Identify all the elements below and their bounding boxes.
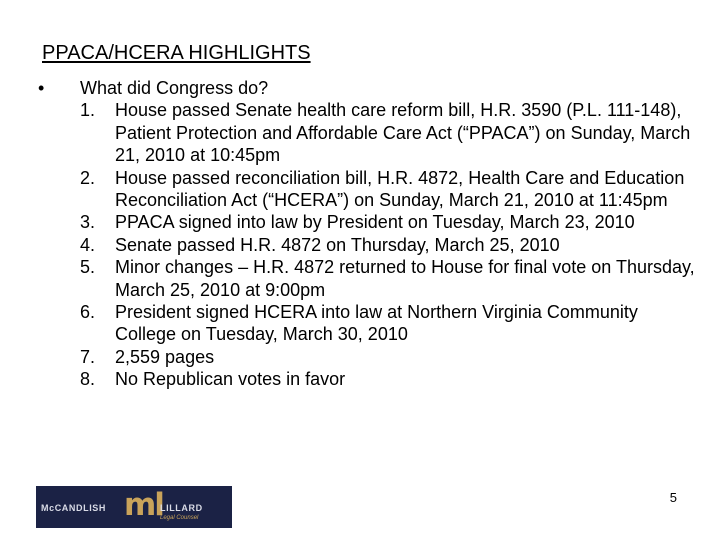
item-number: 6. <box>80 302 96 323</box>
firm-logo <box>36 486 232 528</box>
logo-text-left: McCANDLISH <box>41 503 107 513</box>
item-text: Senate passed H.R. 4872 on Thursday, March 25, 2010 <box>115 234 560 255</box>
list-item <box>80 301 696 346</box>
item-text: House passed Senate health care reform bill, H.R. 3590 (P.L. 111-148), Patient Protection and Affordable Care Act (“PPACA”) on Sunday, March 21, 2010 at 10:45pm <box>115 100 691 166</box>
item-text: 2,559 pages <box>115 346 215 367</box>
list-item <box>80 346 696 368</box>
logo-mark: ml <box>124 487 163 523</box>
slide-title: PPACA/HCERA HIGHLIGHTS <box>42 42 311 64</box>
item-number: 3. <box>80 212 96 233</box>
list-item <box>80 99 696 166</box>
content-block <box>36 77 696 391</box>
logo-subtext: Legal Counsel <box>160 515 199 521</box>
item-text: Minor changes – H.R. 4872 returned to House for final vote on Thursday, March 25, 2010 at 9:00pm <box>115 257 695 300</box>
item-number: 4. <box>80 234 96 255</box>
list-item <box>80 211 696 233</box>
list-item <box>80 167 696 212</box>
item-number: 1. <box>80 100 96 121</box>
item-number: 2. <box>80 167 96 188</box>
item-text: President signed HCERA into law at Northern Virginia Community College on Tuesday, March 30, 2010 <box>115 302 638 345</box>
item-text: No Republican votes in favor <box>115 369 346 390</box>
item-number: 8. <box>80 369 96 390</box>
item-number: 7. <box>80 346 96 367</box>
list-item <box>80 234 696 256</box>
bullet-item <box>36 77 696 391</box>
logo-text-right: LILLARD <box>160 503 203 513</box>
list-item <box>80 368 696 390</box>
page-number: 5 <box>669 490 677 505</box>
numbered-list <box>80 99 696 390</box>
item-number: 5. <box>80 257 96 278</box>
list-item <box>80 256 696 301</box>
item-text: PPACA signed into law by President on Tuesday, March 23, 2010 <box>115 212 635 233</box>
item-text: House passed reconciliation bill, H.R. 4872, Health Care and Education Reconciliation Act (“HCERA”) on Sunday, March 21, 2010 at 11:45pm <box>115 167 685 211</box>
bullet-text: What did Congress do? <box>80 78 269 98</box>
bullet-marker: • <box>38 78 45 98</box>
